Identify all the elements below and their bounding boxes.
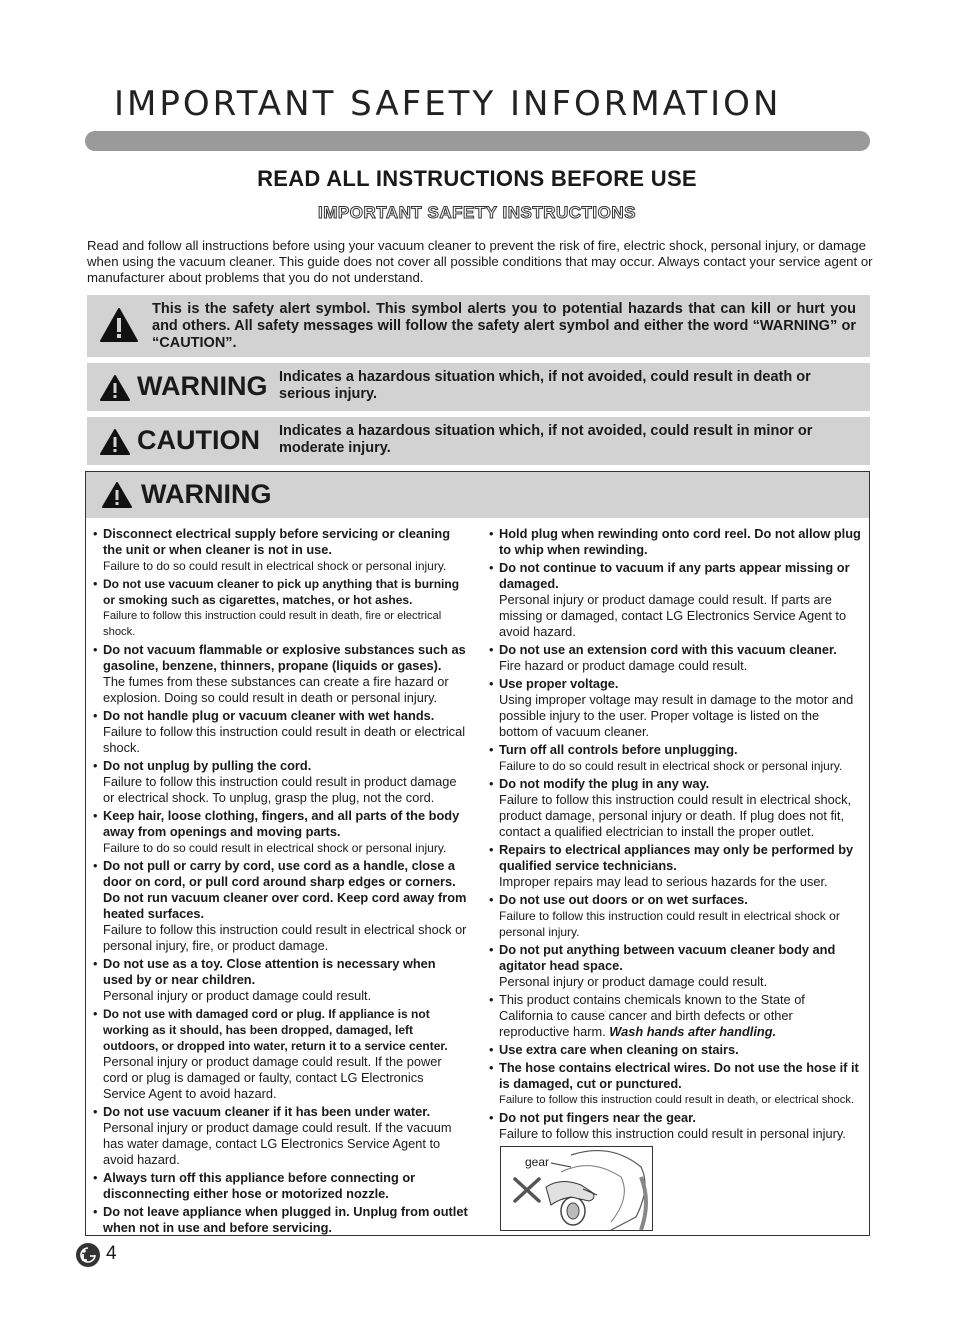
lg-logo-icon — [75, 1242, 101, 1268]
alert-symbol-box — [87, 295, 870, 357]
warning-triangle-icon — [101, 481, 133, 509]
list-item: • Do not handle plug or vacuum cleaner with wet hands. Failure to follow this instruction could result in death or electrical shock. — [93, 708, 468, 756]
warning-panel-header — [86, 472, 869, 518]
list-item: • Do not use as a toy. Close attention is necessary when used by or near children. Personal injury or product damage could result. — [93, 956, 468, 1004]
safety-instructions-subheading: IMPORTANT SAFETY INSTRUCTIONS — [318, 203, 636, 222]
list-item: • Do not use out doors or on wet surfaces. Failure to follow this instruction could result in electrical shock or personal injury. — [489, 892, 861, 940]
gear-label: gear — [525, 1155, 550, 1169]
alert-symbol-text: This is the safety alert symbol. This symbol alerts you to potential hazards that can kill or hurt you and others. All safety messages will follow the safety alert symbol and either the word “WARNING” or “CAUTION”. — [152, 301, 856, 351]
list-item: • The hose contains electrical wires. Do not use the hose if it is damaged, cut or punctured. Failure to follow this instruction could result in death, or electrical shock. — [489, 1060, 861, 1108]
warning-triangle-icon — [99, 374, 131, 402]
warning-right-column — [489, 526, 861, 1144]
page-title: IMPORTANT SAFETY INFORMATION — [114, 84, 782, 124]
list-item: • Do not put anything between vacuum cleaner body and agitator head space. Personal injury or product damage could result. — [489, 942, 861, 990]
list-item: • Hold plug when rewinding onto cord reel. Do not allow plug to whip when rewinding. — [489, 526, 861, 558]
list-item: • Do not leave appliance when plugged in. Unplug from outlet when not in use and before servicing. — [93, 1204, 468, 1236]
list-item: • Repairs to electrical appliances may only be performed by qualified service technicians. Improper repairs may lead to serious hazards for the user. — [489, 842, 861, 890]
list-item: • This product contains chemicals known to the State of California to cause cancer and birth defects or other reproductive harm. Wash hands after handling. — [489, 992, 861, 1040]
caution-label: CAUTION — [137, 425, 260, 455]
warning-definition-text: Indicates a hazardous situation which, if not avoided, could result in death or serious injury. — [279, 369, 811, 402]
title-bar — [85, 131, 870, 151]
warning-label: WARNING — [137, 371, 268, 401]
list-item: • Do not use vacuum cleaner if it has been under water. Personal injury or product damage could result. If the vacuum has water damage, contact LG Electronics Service Agent to avoid hazard. — [93, 1104, 468, 1168]
list-item: • Do not use vacuum cleaner to pick up anything that is burning or smoking such as cigarettes, matches, or hot ashes. Failure to follow this instruction could result in death, fire or electrical shock. — [93, 576, 468, 640]
list-item: • Do not use an extension cord with this vacuum cleaner. Fire hazard or product damage could result. — [489, 642, 861, 674]
list-item: • Do not vacuum flammable or explosive substances such as gasoline, benzene, thinners, propane (liquids or gases). The fumes from these substances can create a fire hazard or explosion. Doing so could result in death or personal injury. — [93, 642, 468, 706]
page-number: 4 — [106, 1243, 117, 1264]
intro-paragraph: Read and follow all instructions before using your vacuum cleaner to prevent the risk of fire, electric shock, personal injury, or damage when using the vacuum cleaner. This guide does not cover all possible conditions that may occur. Always contact your service agent or manufacturer about problems that you do not understand. — [87, 238, 873, 285]
list-item: • Use proper voltage. Using improper voltage may result in damage to the motor and possible injury to the user. Proper voltage is listed on the bottom of vacuum cleaner. — [489, 676, 861, 740]
caution-definition-box — [87, 417, 870, 465]
list-item: • Disconnect electrical supply before servicing or cleaning the unit or when cleaner is not in use. Failure to do so could result in electrical shock or personal injury. — [93, 526, 468, 574]
list-item: • Keep hair, loose clothing, fingers, and all parts of the body away from openings and moving parts. Failure to do so could result in electrical shock or personal injury. — [93, 808, 468, 856]
list-item: • Do not modify the plug in any way. Failure to follow this instruction could result in electrical shock, product damage, personal injury or death. If plug does not fit, contact a qualified electrician to install the proper outlet. — [489, 776, 861, 840]
warning-left-column — [93, 526, 468, 1238]
list-item: • Do not unplug by pulling the cord. Failure to follow this instruction could result in product damage or electrical shock. To unplug, grasp the plug, not the cord. — [93, 758, 468, 806]
list-item: • Turn off all controls before unplugging. Failure to do so could result in electrical shock or personal injury. — [489, 742, 861, 774]
warning-panel-label: WARNING — [141, 479, 272, 509]
read-all-heading: READ ALL INSTRUCTIONS BEFORE USE — [257, 166, 697, 191]
warning-panel — [85, 471, 870, 1236]
warning-triangle-icon — [99, 307, 139, 343]
list-item: • Do not use with damaged cord or plug. If appliance is not working as it should, has been dropped, damaged, left outdoors, or dropped into water, return it to a service center. Personal injury or product damage could result. If the power cord or plug is damaged or faulty, contact LG Electronics Service Agent to avoid hazard. — [93, 1006, 468, 1102]
list-item: • Do not put fingers near the gear. Failure to follow this instruction could result in personal injury. — [489, 1110, 861, 1142]
list-item: • Always turn off this appliance before connecting or disconnecting either hose or motorized nozzle. — [93, 1170, 468, 1202]
caution-definition-text: Indicates a hazardous situation which, if not avoided, could result in minor or moderate injury. — [279, 423, 813, 456]
caution-triangle-icon — [99, 428, 131, 456]
vacuum-gear-drawing-icon — [501, 1147, 652, 1230]
list-item: • Do not continue to vacuum if any parts appear missing or damaged. Personal injury or product damage could result. If parts are missing or damaged, contact LG Electronics Service Agent to avoid hazard. — [489, 560, 861, 640]
gear-illustration — [500, 1146, 653, 1231]
list-item: • Use extra care when cleaning on stairs. — [489, 1042, 861, 1058]
list-item: • Do not pull or carry by cord, use cord as a handle, close a door on cord, or pull cord around sharp edges or corners. Do not run vacuum cleaner over cord. Keep cord away from heated surfaces. Failure to follow this instruction could result in electrical shock or personal injury, fire, or product damage. — [93, 858, 468, 954]
warning-definition-box — [87, 363, 870, 411]
